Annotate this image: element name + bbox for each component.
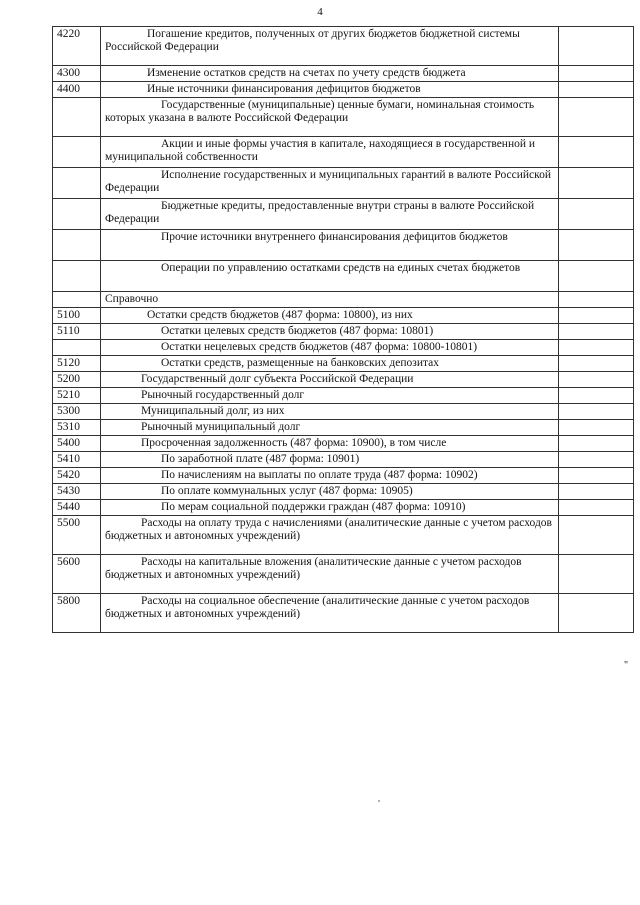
row-empty-cell: [559, 420, 634, 436]
row-description: Акции и иные формы участия в капитале, находящиеся в государственной и муниципальной собственности: [101, 137, 559, 168]
table-row: [53, 308, 634, 324]
row-code: 5410: [53, 452, 101, 468]
row-empty-cell: [559, 308, 634, 324]
table-row: [53, 516, 634, 555]
row-description: Расходы на социальное обеспечение (аналитические данные с учетом расходов бюджетных и автономных учреждений): [101, 594, 559, 633]
row-description: По заработной плате (487 форма: 10901): [101, 452, 559, 468]
row-code: 5210: [53, 388, 101, 404]
row-code: 5200: [53, 372, 101, 388]
row-empty-cell: [559, 555, 634, 594]
row-empty-cell: [559, 372, 634, 388]
row-empty-cell: [559, 137, 634, 168]
row-description: Бюджетные кредиты, предоставленные внутри страны в валюте Российской Федерации: [101, 199, 559, 230]
row-empty-cell: [559, 516, 634, 555]
table-row: [53, 199, 634, 230]
row-description: Государственный долг субъекта Российской Федерации: [101, 372, 559, 388]
row-description: Иные источники финансирования дефицитов бюджетов: [101, 82, 559, 98]
table-row: [53, 372, 634, 388]
row-code: 5420: [53, 468, 101, 484]
table-row: [53, 340, 634, 356]
row-code: 4400: [53, 82, 101, 98]
row-empty-cell: [559, 98, 634, 137]
row-empty-cell: [559, 82, 634, 98]
table-row: [53, 420, 634, 436]
row-code: 5100: [53, 308, 101, 324]
row-code: [53, 98, 101, 137]
row-code: [53, 137, 101, 168]
row-description: Прочие источники внутреннего финансирования дефицитов бюджетов: [101, 230, 559, 261]
sources-table: [52, 26, 634, 633]
row-code: 5310: [53, 420, 101, 436]
row-empty-cell: [559, 27, 634, 66]
row-code: [53, 261, 101, 292]
table-row: [53, 292, 634, 308]
row-description: Расходы на капитальные вложения (аналитические данные с учетом расходов бюджетных и автономных учреждений): [101, 555, 559, 594]
row-code: 5300: [53, 404, 101, 420]
row-code: 4220: [53, 27, 101, 66]
row-description: Рыночный государственный долг: [101, 388, 559, 404]
table-row: [53, 98, 634, 137]
row-empty-cell: [559, 66, 634, 82]
table-row: [53, 436, 634, 452]
table-row: [53, 27, 634, 66]
row-code: [53, 340, 101, 356]
row-code: [53, 230, 101, 261]
row-empty-cell: [559, 484, 634, 500]
row-description: Рыночный муниципальный долг: [101, 420, 559, 436]
table-row: [53, 168, 634, 199]
row-code: [53, 199, 101, 230]
table-row: [53, 230, 634, 261]
row-empty-cell: [559, 324, 634, 340]
row-description: По оплате коммунальных услуг (487 форма: 10905): [101, 484, 559, 500]
row-empty-cell: [559, 404, 634, 420]
row-description: Изменение остатков средств на счетах по учету средств бюджета: [101, 66, 559, 82]
row-description: Погашение кредитов, полученных от других бюджетов бюджетной системы Российской Федерации: [101, 27, 559, 66]
row-description: Остатки целевых средств бюджетов (487 форма: 10801): [101, 324, 559, 340]
table-row: [53, 356, 634, 372]
row-code: 5430: [53, 484, 101, 500]
row-description: По мерам социальной поддержки граждан (487 форма: 10910): [101, 500, 559, 516]
table-row: [53, 500, 634, 516]
closing-quote-mark: ": [624, 660, 629, 671]
table-row: [53, 82, 634, 98]
row-empty-cell: [559, 292, 634, 308]
row-code: [53, 168, 101, 199]
table-row: [53, 484, 634, 500]
table-row: [53, 388, 634, 404]
row-code: 5800: [53, 594, 101, 633]
row-description: Справочно: [101, 292, 559, 308]
table-row: [53, 324, 634, 340]
row-description: Остатки средств бюджетов (487 форма: 10800), из них: [101, 308, 559, 324]
table-row: [53, 404, 634, 420]
row-empty-cell: [559, 356, 634, 372]
row-description: Остатки средств, размещенные на банковских депозитах: [101, 356, 559, 372]
table-row: [53, 66, 634, 82]
row-empty-cell: [559, 261, 634, 292]
table-row: [53, 452, 634, 468]
row-description: Государственные (муниципальные) ценные бумаги, номинальная стоимость которых указана в валюте Российской Федерации: [101, 98, 559, 137]
row-description: Остатки нецелевых средств бюджетов (487 форма: 10800-10801): [101, 340, 559, 356]
row-empty-cell: [559, 594, 634, 633]
row-description: Расходы на оплату труда с начислениями (аналитические данные с учетом расходов бюджетных и автономных учреждений): [101, 516, 559, 555]
row-description: Операции по управлению остатками средств на единых счетах бюджетов: [101, 261, 559, 292]
row-description: Муниципальный долг, из них: [101, 404, 559, 420]
row-description: Просроченная задолженность (487 форма: 10900), в том числе: [101, 436, 559, 452]
row-empty-cell: [559, 340, 634, 356]
row-code: [53, 292, 101, 308]
row-code: 5440: [53, 500, 101, 516]
row-code: 5120: [53, 356, 101, 372]
row-description: По начислениям на выплаты по оплате труда (487 форма: 10902): [101, 468, 559, 484]
row-empty-cell: [559, 199, 634, 230]
row-code: 5500: [53, 516, 101, 555]
row-code: 5600: [53, 555, 101, 594]
table-row: [53, 261, 634, 292]
row-description: Исполнение государственных и муниципальных гарантий в валюте Российской Федерации: [101, 168, 559, 199]
table-row: [53, 555, 634, 594]
page-number: 4: [317, 6, 323, 18]
table-row: [53, 137, 634, 168]
row-empty-cell: [559, 452, 634, 468]
scan-speck: [378, 800, 380, 802]
row-empty-cell: [559, 168, 634, 199]
table-row: [53, 468, 634, 484]
row-empty-cell: [559, 436, 634, 452]
row-code: 4300: [53, 66, 101, 82]
row-code: 5110: [53, 324, 101, 340]
row-code: 5400: [53, 436, 101, 452]
table-row: [53, 594, 634, 633]
row-empty-cell: [559, 500, 634, 516]
row-empty-cell: [559, 230, 634, 261]
row-empty-cell: [559, 468, 634, 484]
row-empty-cell: [559, 388, 634, 404]
